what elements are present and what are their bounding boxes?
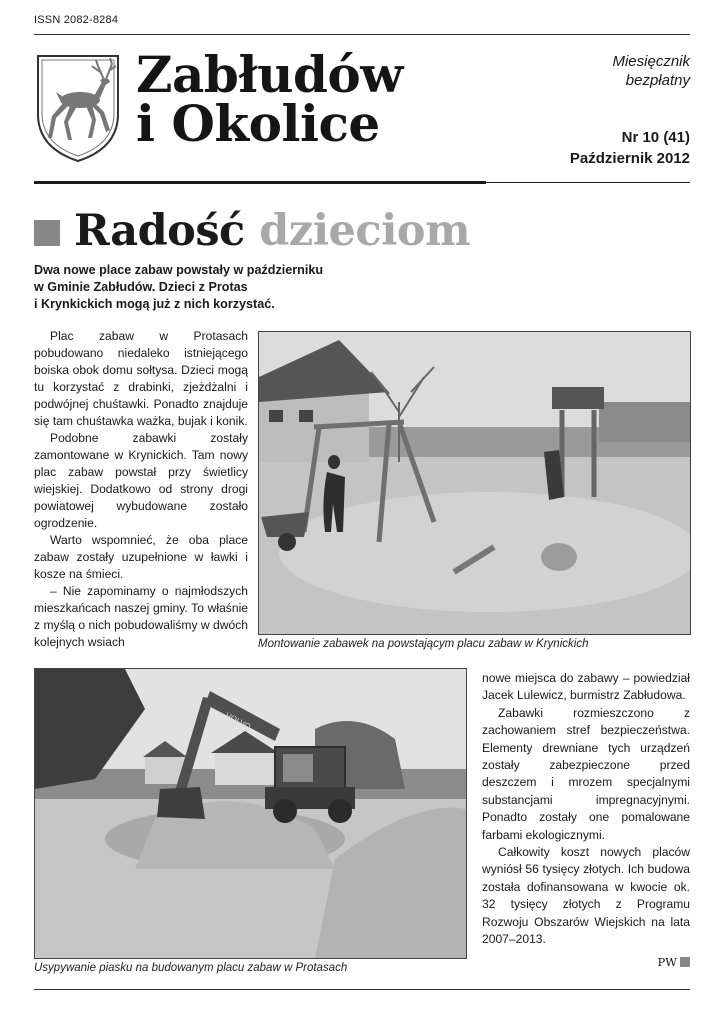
paragraph: Plac zabaw w Protasach pobudowano niedaleko istniejącego boiska obok domu sołtysa. Dzieci mogą tu korzystać z drabinki, zjeżdżalni i podwójnej chuśtawki. Ponadto znajduje się tam chuśtawka ważka, bujak i konik. (34, 329, 248, 428)
tagline-line-2: bezpłatny (625, 72, 690, 89)
end-square-icon (680, 957, 690, 967)
paragraph: Całkowity koszt nowych placów wyniósł 56 tysięcy złotych. Ich budowa została dofinansowana w kwocie ok. 32 tysięcy złotych z Programu Rozwoju Obszarów Wiejskich na lata 2007–2013. (482, 845, 690, 947)
top-rule (34, 34, 690, 35)
lead-line: i Krynkickich mogą już z nich korzystać. (34, 297, 275, 311)
paragraph: Zabawki rozmieszczono z zachowaniem stref bezpieczeństwa. Elementy drewniane tych urządzeń zostały zabezpieczone przed deszczem i mrozem specjalnymi substancjami impregnacyjnymi. Ponadto zostały one pomalowane farbami ekologicznymi. (482, 705, 690, 842)
paragraph: – Nie zapominamy o najmłodszych mieszkańcach naszej gminy. To właśnie z myślą o nich pobudowaliśmy w dwóch kolejnych wsiach (34, 584, 248, 649)
paragraph: nowe miejsca do zabawy – powiedział Jacek Lulewicz, burmistrz Zabłudowa. (482, 671, 690, 703)
issue-info (570, 127, 690, 169)
excavator-brand-label: VOLVO (224, 710, 253, 732)
headline-word-2: dzieciom (259, 206, 471, 256)
masthead-tagline (612, 52, 690, 90)
article-column-1 (34, 328, 248, 651)
article-headline (74, 200, 470, 262)
issue-number: Nr 10 (41) (621, 129, 690, 146)
masthead-rule-thick (34, 181, 486, 184)
photo-excavator-protasy (34, 668, 467, 959)
bottom-rule (34, 989, 690, 990)
caption-photo-2: Usypywanie piasku na budowanym placu zabaw w Protasach (34, 962, 348, 974)
paragraph: Warto wspomnieć, że oba place zabaw zostały uzupełnione w ławki i kosze na śmieci. (34, 533, 248, 581)
headline-square-icon (34, 220, 60, 246)
deer-crest-icon (34, 52, 122, 164)
caption-photo-1: Montowanie zabawek na powstającym placu zabaw w Krynickich (258, 638, 589, 650)
lead-line: Dwa nowe place zabaw powstały w październiku (34, 263, 324, 277)
tagline-line-1: Miesięcznik (612, 53, 690, 70)
article-lead (34, 262, 374, 313)
paragraph: Podobne zabawki zostały zamontowane w Krynickich. Tam nowy plac zabaw powstał przy świetlicy wiejskiej. Dodatkowo od strony drogi powiatowej wybudowane zostało ogrodzenie. (34, 431, 248, 530)
title-line-2: i Okolice (136, 94, 380, 153)
masthead-title (136, 45, 403, 153)
issue-date: Październik 2012 (569, 150, 690, 167)
title-line-1: Zabłudów (136, 45, 403, 104)
author-signature: PW (657, 955, 677, 969)
issn-number: ISSN 2082-8284 (34, 14, 119, 26)
lead-line: w Gminie Zabłudów. Dzieci z Protas (34, 280, 248, 294)
headline-word-1: Radość (74, 206, 245, 256)
article-column-2 (482, 670, 690, 949)
masthead-rule-thin (486, 182, 690, 183)
photo-playground-krynickie (258, 331, 691, 635)
